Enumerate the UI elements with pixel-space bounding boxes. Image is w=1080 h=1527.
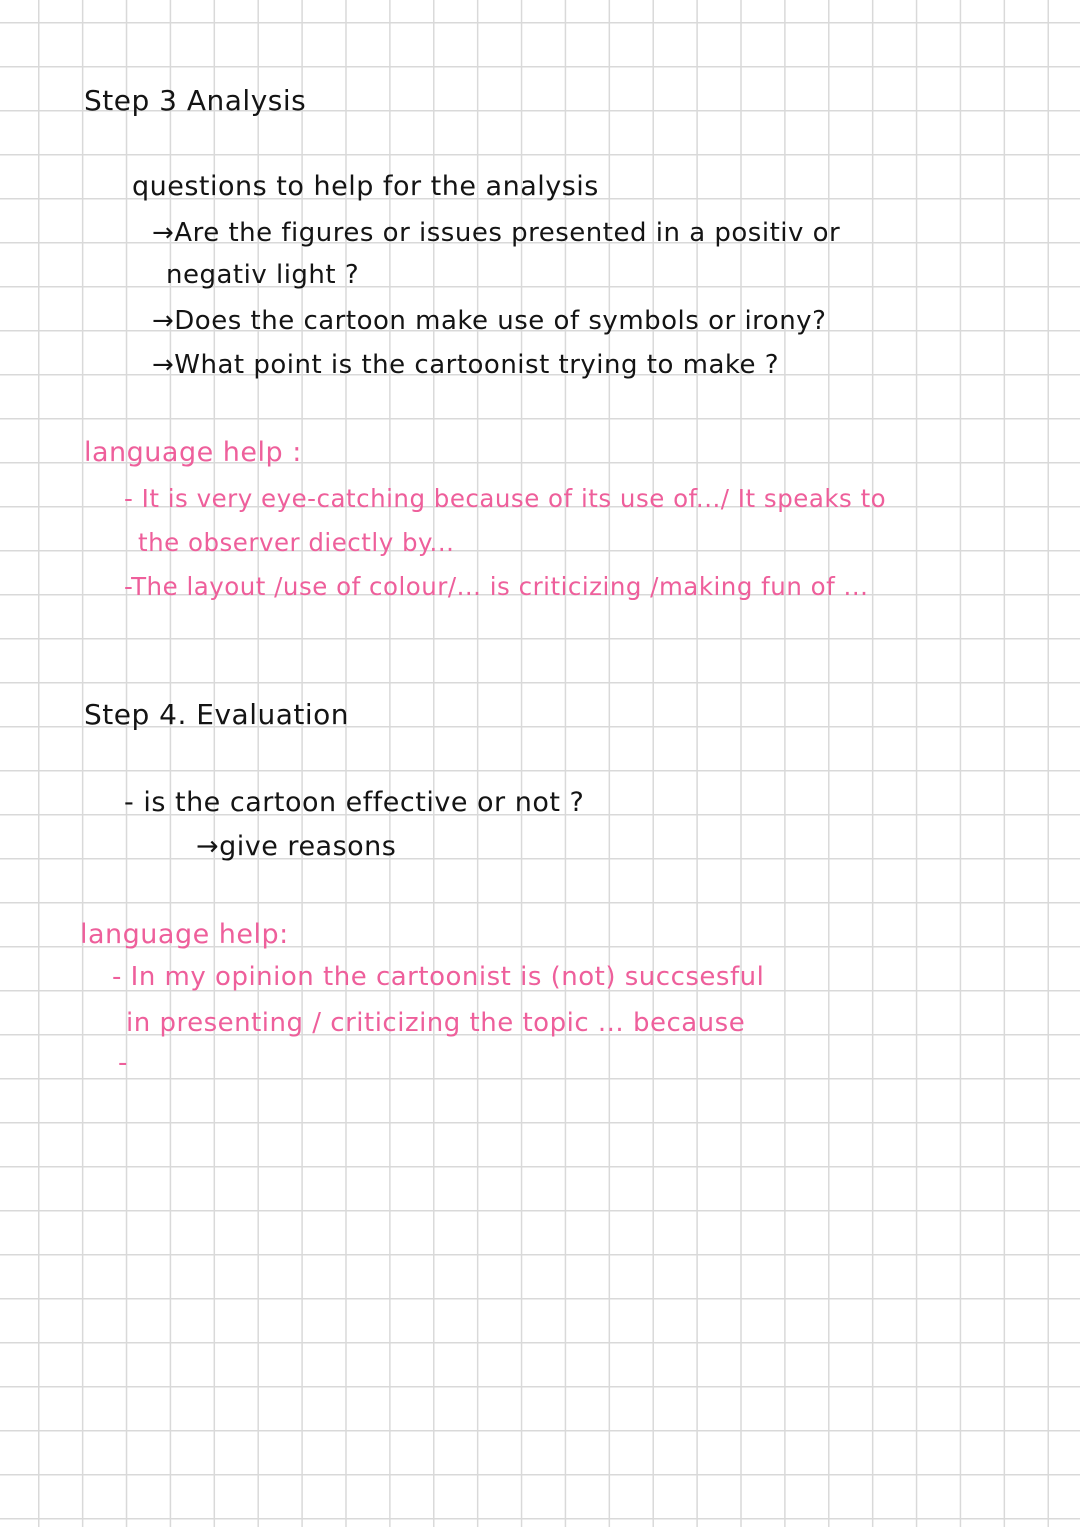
language-help-line: in presenting / criticizing the topic ... because [126, 1008, 746, 1038]
question-item: →What point is the cartoonist trying to make ? [152, 350, 780, 380]
question-item: negativ light ? [166, 260, 360, 290]
language-help-label: language help : [84, 437, 302, 468]
language-help-line: the observer diectly by... [138, 528, 455, 557]
step4-heading: Step 4. Evaluation [84, 698, 350, 731]
language-help-line: - [118, 1048, 128, 1078]
question-item: →Are the figures or issues presented in a positiv or [152, 218, 841, 248]
evaluation-item: - is the cartoon effective or not ? [124, 787, 585, 818]
questions-intro: questions to help for the analysis [132, 171, 599, 202]
language-help-line: - In my opinion the cartoonist is (not) succsesful [112, 962, 765, 992]
evaluation-item: →give reasons [196, 831, 397, 862]
step3-heading: Step 3 Analysis [84, 84, 307, 117]
language-help-label: language help: [80, 919, 289, 950]
language-help-line: - It is very eye-catching because of its use of.../ It speaks to [124, 484, 887, 513]
language-help-line: -The layout /use of colour/... is criticizing /making fun of ... [124, 572, 869, 601]
question-item: →Does the cartoon make use of symbols or irony? [152, 306, 827, 336]
